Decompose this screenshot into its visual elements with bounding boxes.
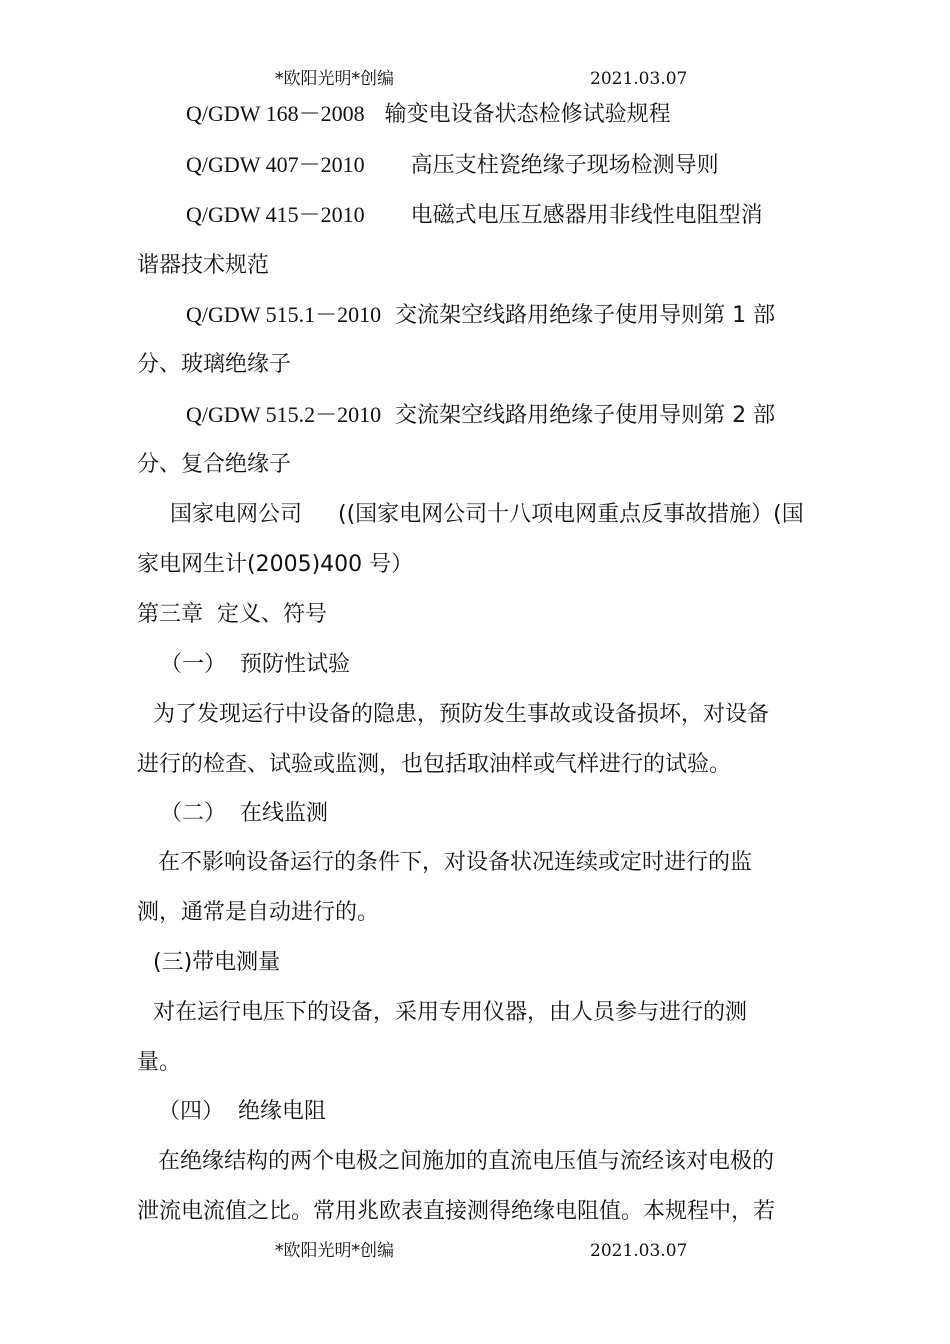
standard-line-4 bbox=[186, 300, 775, 331]
section-heading-1: （一） 预防性试验 bbox=[160, 652, 350, 677]
footer-date: 2021.03.07 bbox=[590, 1241, 688, 1261]
section-2-line-2: 测，通常是自动进行的。 bbox=[137, 900, 380, 925]
chapter-heading: 第三章 定义、符号 bbox=[137, 602, 327, 627]
header-date: 2021.03.07 bbox=[590, 69, 688, 89]
header-author: *欧阳光明*创编 bbox=[275, 69, 394, 89]
gov-line-cont: 家电网生计(2005)400 号） bbox=[137, 552, 414, 577]
section-3-line-2: 量。 bbox=[137, 1050, 182, 1075]
section-heading-3: (三)带电测量 bbox=[153, 950, 281, 975]
standard-code: Q/GDW 168－2008 bbox=[186, 101, 365, 126]
standard-code: Q/GDW 515.2－2010 bbox=[186, 402, 382, 427]
section-4-line-2: 泄流电流值之比。常用兆欧表直接测得绝缘电阻值。本规程中，若 bbox=[137, 1199, 776, 1224]
section-4-line-1: 在绝缘结构的两个电极之间施加的直流电压值与流经该对电极的 bbox=[158, 1149, 775, 1174]
standard-line-4-cont: 分、玻璃绝缘子 bbox=[137, 352, 292, 377]
standard-line-5 bbox=[186, 400, 775, 431]
section-heading-4: （四） 绝缘电阻 bbox=[158, 1099, 326, 1124]
section-3-line-1: 对在运行电压下的设备，采用专用仪器，由人员参与进行的测 bbox=[153, 1000, 748, 1025]
standard-code: Q/GDW 515.1－2010 bbox=[186, 302, 382, 327]
gov-line bbox=[170, 500, 804, 530]
standard-line-3 bbox=[186, 200, 763, 231]
standard-title: 输变电设备状态检修试验规程 bbox=[384, 102, 671, 127]
standard-line-1 bbox=[186, 99, 671, 130]
section-heading-2: （二） 在线监测 bbox=[160, 801, 328, 826]
standard-line-5-cont: 分、复合绝缘子 bbox=[137, 452, 292, 477]
gov-org: 国家电网公司 bbox=[170, 502, 303, 527]
standard-code: Q/GDW 415－2010 bbox=[186, 202, 365, 227]
standard-title: 交流架空线路用绝缘子使用导则第 1 部 bbox=[395, 303, 776, 328]
section-1-line-1: 为了发现运行中设备的隐患，预防发生事故或设备损坏，对设备 bbox=[153, 702, 770, 727]
gov-title: ((国家电网公司十八项电网重点反事故措施）(国 bbox=[338, 502, 804, 527]
standard-line-3-cont: 谐器技术规范 bbox=[137, 253, 270, 278]
section-2-line-1: 在不影响设备运行的条件下，对设备状况连续或定时进行的监 bbox=[158, 850, 753, 875]
standard-code: Q/GDW 407－2010 bbox=[186, 152, 365, 177]
standard-title: 高压支柱瓷绝缘子现场检测导则 bbox=[410, 153, 719, 178]
standard-title: 电磁式电压互感器用非线性电阻型消 bbox=[410, 203, 763, 228]
standard-line-2 bbox=[186, 150, 719, 181]
standard-title: 交流架空线路用绝缘子使用导则第 2 部 bbox=[395, 403, 776, 428]
section-1-line-2: 进行的检查、试验或监测，也包括取油样或气样进行的试验。 bbox=[137, 752, 732, 777]
footer-author: *欧阳光明*创编 bbox=[275, 1241, 394, 1261]
